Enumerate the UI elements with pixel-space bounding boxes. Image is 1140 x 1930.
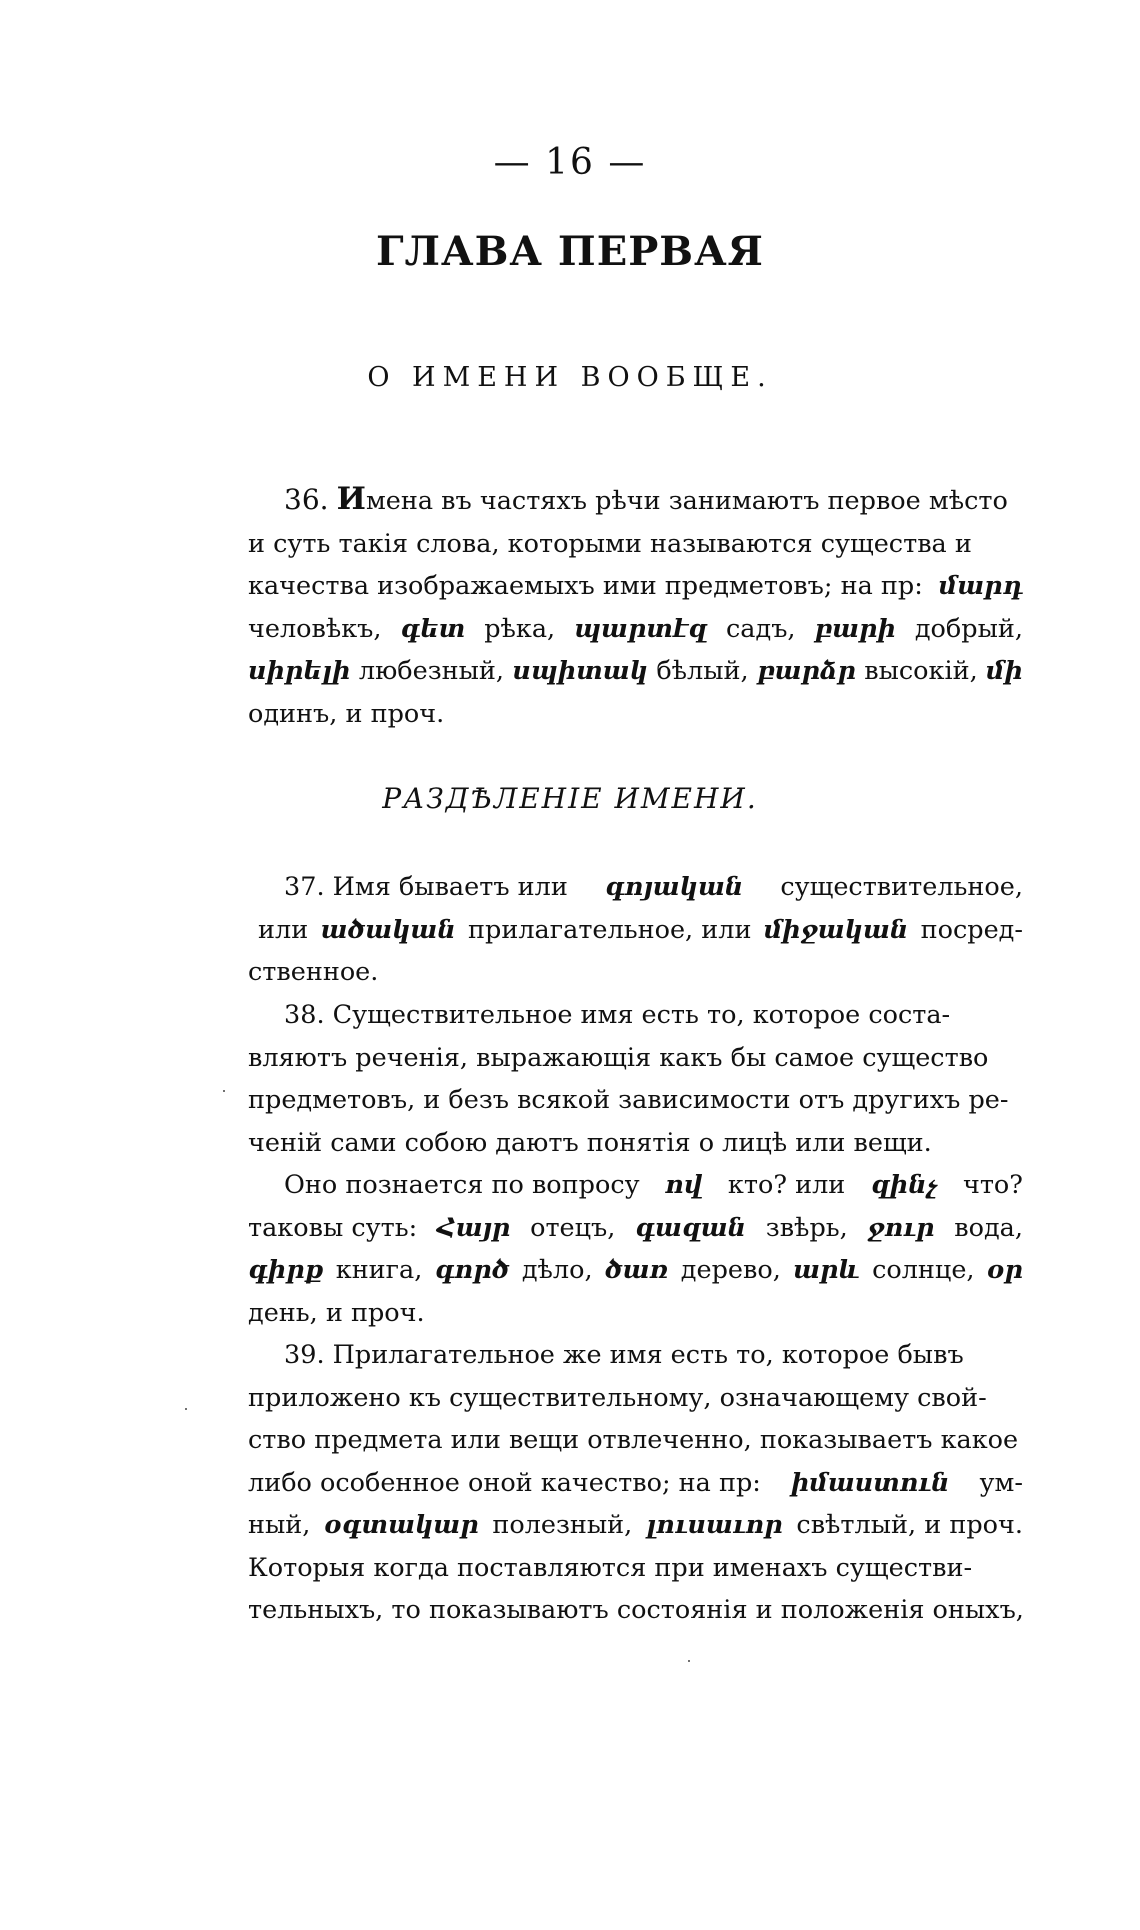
text-run: мена въ частяхъ рѣчи занимаютъ первое мѣсто: [365, 486, 1008, 516]
text-run: тельныхъ, то показываютъ состоянія и положенія оныхъ,: [248, 1595, 1024, 1625]
text-run: что?: [962, 1170, 1023, 1200]
text-line: [248, 866, 1023, 909]
paragraph-37: [248, 866, 1023, 994]
armenian-word: մարդ: [938, 571, 1023, 601]
text-run: солнце,: [872, 1255, 975, 1285]
print-speck: [185, 1408, 187, 1410]
drop-cap: И: [336, 481, 366, 517]
text-line: [248, 951, 1023, 994]
text-run: Которыя когда поставляются при именахъ существи-: [248, 1552, 973, 1583]
text-run: 39. Прилагательное же имя есть то, которое бывъ: [284, 1340, 964, 1370]
text-run: приложено къ существительному, означающему свой-: [248, 1382, 987, 1413]
armenian-word: բարձր: [756, 656, 856, 686]
paragraph-38-examples: [248, 1164, 1023, 1334]
text-run: бѣлый,: [656, 656, 749, 686]
text-line: [248, 478, 1023, 523]
text-line: [248, 1292, 1023, 1335]
text-run: свѣтлый, и проч.: [796, 1510, 1023, 1540]
text-run: звѣрь,: [765, 1212, 848, 1243]
paragraph-number: 36.: [284, 483, 329, 516]
paragraph-38: [248, 994, 1023, 1164]
text-run: либо особенное оной качество; на пр:: [248, 1467, 761, 1498]
armenian-word: ածական: [320, 914, 456, 945]
text-line: [248, 1249, 1023, 1292]
chapter-subtitle: О ИМЕНИ ВООБЩЕ.: [367, 362, 773, 393]
text-line: [248, 650, 1023, 693]
text-line: [248, 608, 1023, 651]
armenian-word: օր: [986, 1255, 1023, 1285]
text-run: одинъ, и проч.: [248, 698, 445, 729]
page-number: — 16 —: [493, 142, 647, 183]
section-heading: РАЗДѢЛЕНІЕ ИМЕНИ.: [382, 782, 758, 815]
armenian-word: բարի: [814, 613, 896, 644]
armenian-word: սպիտակ: [512, 656, 649, 686]
text-line: [248, 1504, 1023, 1547]
armenian-word: գոյական: [604, 872, 744, 902]
text-run: таковы суть:: [248, 1212, 418, 1243]
armenian-word: միջական: [763, 914, 909, 945]
armenian-word: օգտակար: [324, 1510, 479, 1540]
text-line: [248, 693, 1023, 736]
text-run: ство предмета или вещи отвлеченно, показываетъ какое: [248, 1425, 1019, 1455]
text-run: любезный,: [358, 656, 505, 686]
text-run: или: [258, 914, 309, 945]
text-run: книга,: [335, 1255, 423, 1285]
armenian-word: գազան: [635, 1212, 747, 1243]
text-run: день, и проч.: [248, 1297, 425, 1328]
text-line: [248, 994, 1023, 1037]
text-run: полезный,: [492, 1510, 633, 1540]
text-run: отецъ,: [530, 1212, 616, 1243]
text-line: [248, 1122, 1023, 1165]
paragraph-36: [248, 478, 1023, 735]
armenian-word: լուսաւոր: [645, 1510, 783, 1540]
text-line: [248, 1037, 1023, 1080]
text-run: качества изображаемыхъ ими предметовъ; на пр:: [248, 571, 923, 601]
armenian-word: մի: [986, 656, 1023, 686]
text-run: вода,: [954, 1212, 1023, 1243]
text-line: [248, 1589, 1023, 1632]
text-run: садъ,: [726, 613, 796, 644]
armenian-word: Հայր: [437, 1212, 511, 1243]
text-line: [248, 909, 1023, 952]
text-run: добрый,: [914, 613, 1023, 644]
paragraph-39: [248, 1334, 1023, 1632]
text-run: 38. Существительное имя есть то, которое соста-: [284, 1000, 951, 1030]
armenian-word: գիրք: [248, 1255, 324, 1285]
armenian-word: ծառ: [604, 1255, 669, 1285]
armenian-word: ով: [665, 1170, 703, 1200]
text-line: [248, 1164, 1023, 1207]
text-line: [248, 523, 1023, 566]
text-run: ственное.: [248, 957, 379, 987]
armenian-word: պարտէզ: [574, 613, 708, 644]
text-line: [248, 1079, 1023, 1122]
armenian-word: զինչ: [870, 1170, 938, 1200]
chapter-title: ГЛАВА ПЕРВАЯ: [376, 228, 764, 275]
text-run: высокій,: [864, 656, 978, 686]
armenian-word: ջուր: [867, 1212, 935, 1243]
text-run: прилагательное, или: [468, 914, 752, 945]
text-run: кто? или: [727, 1170, 846, 1200]
print-speck: [223, 1090, 225, 1092]
armenian-word: իմաստուն: [790, 1467, 950, 1498]
print-speck: [688, 1660, 690, 1662]
text-line: [248, 1419, 1023, 1462]
text-line: [248, 1377, 1023, 1420]
text-run: рѣка,: [484, 613, 556, 644]
text-run: ченій сами собою даютъ понятія о лицѣ или вещи.: [248, 1127, 932, 1158]
text-line: [248, 1462, 1023, 1505]
text-run: человѣкъ,: [248, 613, 382, 644]
text-line: [248, 1334, 1023, 1377]
armenian-word: արև: [793, 1255, 860, 1285]
text-run: посред-: [920, 914, 1023, 945]
text-run: ный,: [248, 1510, 311, 1540]
text-line: [248, 565, 1023, 608]
text-line: [248, 1547, 1023, 1590]
text-line: [248, 1207, 1023, 1250]
text-run: дѣло,: [521, 1255, 593, 1285]
text-run: дерево,: [680, 1255, 781, 1285]
text-run: существительное,: [780, 872, 1023, 902]
text-run: 37. Имя бываетъ или: [284, 872, 568, 902]
text-run: и суть такія слова, которыми называются существа и: [248, 528, 972, 559]
armenian-word: սիրելի: [248, 656, 351, 686]
text-run: вляютъ реченія, выражающія какъ бы самое существо: [248, 1042, 989, 1073]
text-run: Оно познается по вопросу: [284, 1170, 640, 1200]
armenian-word: գետ: [400, 613, 466, 644]
text-run: предметовъ, и безъ всякой зависимости отъ другихъ ре-: [248, 1085, 1009, 1115]
text-run: ум-: [979, 1467, 1023, 1498]
armenian-word: գործ: [434, 1255, 510, 1285]
